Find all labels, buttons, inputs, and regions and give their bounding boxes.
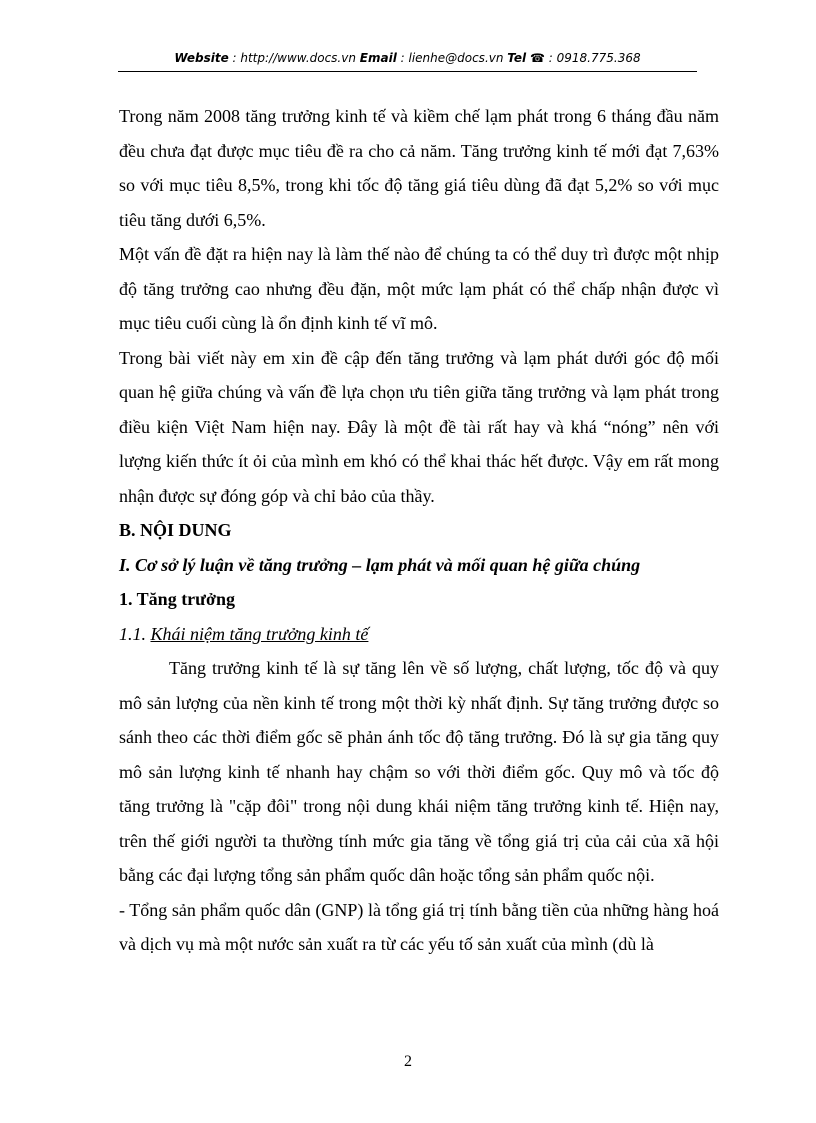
section-b-heading: B. NỘI DUNG bbox=[119, 520, 232, 540]
website-label: Website bbox=[174, 51, 229, 65]
body-paragraph-1: Tăng trưởng kinh tế là sự tăng lên về số lượng, chất lượng, tốc độ và quy mô sản lượng của nền kinh tế trong một thời kỳ nhất định. Sự tăng trưởng được so sánh theo các thời điểm gốc sẽ phản ánh tốc độ tăng trưởng. Đó là sự gia tăng quy mô sản lượng kinh tế nhanh hay chậm so với thời điểm gốc. Quy mô và tốc độ tăng trưởng là "cặp đôi" trong nội dung khái niệm tăng trưởng kinh tế. Hiện nay, trên thế giới người ta thường tính mức gia tăng về tổng giá trị của cải của xã hội bằng các đại lượng tổng sản phẩm quốc dân hoặc tổng sản phẩm quốc nội. bbox=[119, 658, 719, 885]
subsection-1-1-heading bbox=[119, 617, 719, 652]
intro-paragraph-3: Trong bài viết này em xin đề cập đến tăng trưởng và lạm phát dưới góc độ mối quan hệ giữa chúng và vấn đề lựa chọn ưu tiên giữa tăng trưởng và lạm phát trong điều kiện Việt Nam hiện nay. Đây là một đề tài rất hay và khá “nóng” nên với lượng kiến thức ít ỏi của mình em khó có thể khai thác hết được. Vậy em rất mong nhận được sự đóng góp và chỉ bảo của thầy. bbox=[119, 347, 719, 506]
tel-label: Tel bbox=[507, 51, 527, 65]
page-header bbox=[118, 50, 697, 66]
tel-value: : 0918.775.368 bbox=[544, 51, 641, 65]
email-value: : lienhe@docs.vn bbox=[396, 51, 508, 65]
body-paragraph-2: - Tổng sản phẩm quốc dân (GNP) là tổng giá trị tính bằng tiền của những hàng hoá và dịch vụ mà một nước sản xuất ra từ các yếu tố sản xuất của mình (dù là bbox=[119, 899, 719, 954]
subsection-1-heading: 1. Tăng trưởng bbox=[119, 589, 235, 609]
section-i-heading: I. Cơ sở lý luận về tăng trưởng – lạm phát và mối quan hệ giữa chúng bbox=[119, 554, 641, 575]
document-body bbox=[119, 99, 719, 962]
phone-icon: ☎ bbox=[530, 51, 545, 65]
website-value: : http://www.docs.vn bbox=[228, 51, 360, 65]
subsection-1-1-title: Khái niệm tăng trưởng kinh tế bbox=[150, 623, 369, 644]
subsection-1-1-number: 1.1. bbox=[119, 623, 151, 644]
page-number: 2 bbox=[404, 1053, 412, 1070]
intro-paragraph-1: Trong năm 2008 tăng trưởng kinh tế và kiềm chế lạm phát trong 6 tháng đầu năm đều chưa đạt được mục tiêu đề ra cho cả năm. Tăng trưởng kinh tế mới đạt 7,63% so với mục tiêu 8,5%, trong khi tốc độ tăng giá tiêu dùng đã đạt 5,2% so với mục tiêu tăng dưới 6,5%. bbox=[119, 106, 719, 230]
intro-paragraph-2: Một vấn đề đặt ra hiện nay là làm thế nào để chúng ta có thể duy trì được một nhịp độ tăng trưởng cao nhưng đều đặn, một mức lạm phát có thể chấp nhận được vì mục tiêu cuối cùng là ổn định kinh tế vĩ mô. bbox=[119, 244, 719, 333]
email-label: Email bbox=[359, 51, 397, 65]
header-divider bbox=[118, 71, 697, 72]
